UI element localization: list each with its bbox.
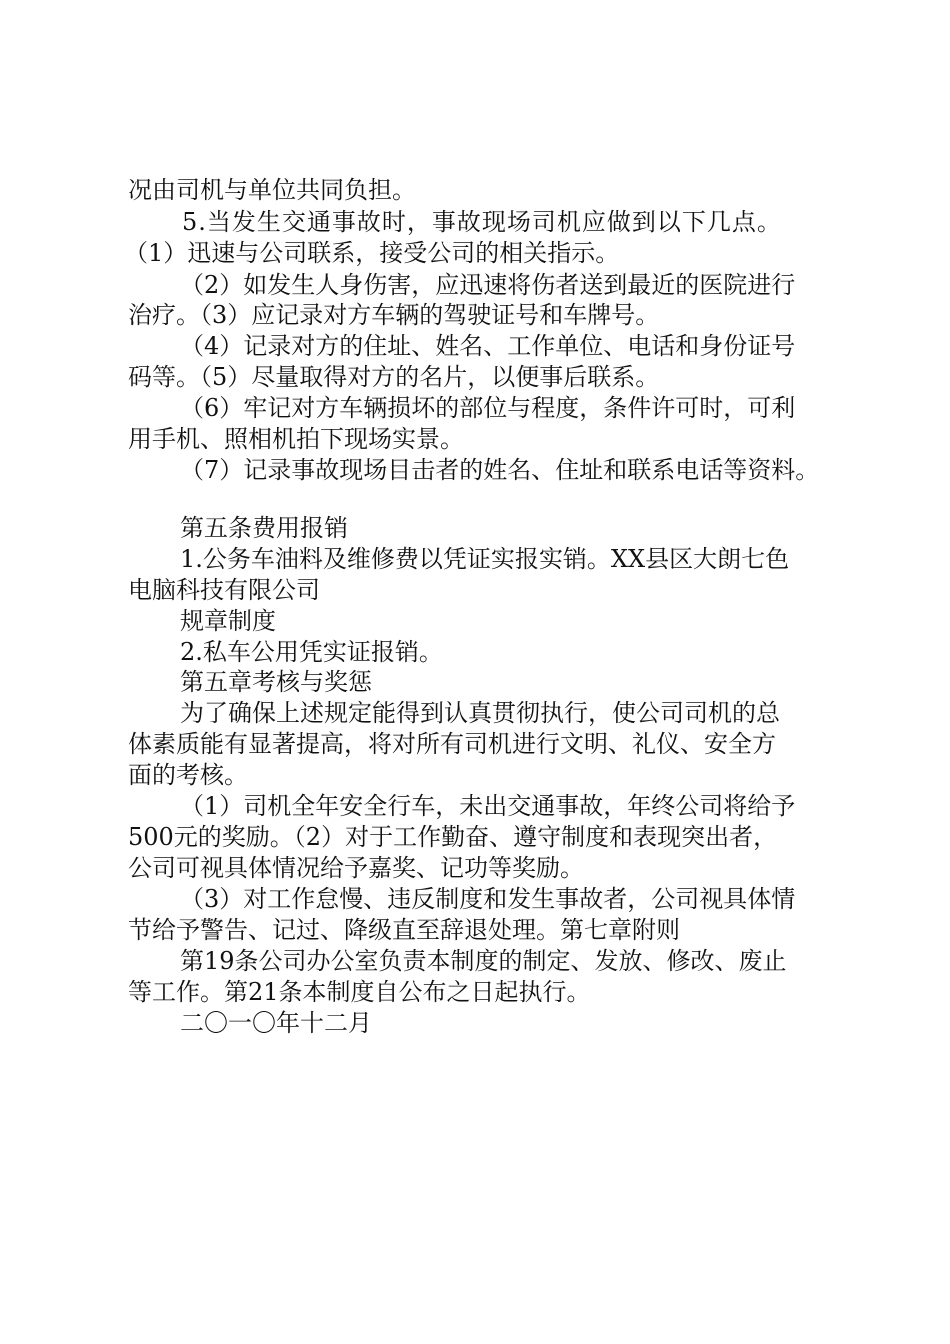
text-line: 面的考核。 — [128, 761, 248, 789]
text-line: （4）记录对方的住址、姓名、工作单位、电话和身份证号 — [180, 332, 796, 360]
text-line: （1）迅速与公司联系，接受公司的相关指示。 — [124, 239, 620, 267]
text-line: （3）对工作怠慢、违反制度和发生事故者，公司视具体情 — [180, 885, 796, 913]
text-line: （1）司机全年安全行车，未出交通事故，年终公司将给予 — [180, 792, 796, 820]
text-line: 体素质能有显著提高，将对所有司机进行文明、礼仪、安全方 — [128, 730, 776, 758]
text-line: （6）牢记对方车辆损坏的部位与程度，条件许可时，可利 — [180, 394, 796, 422]
text-line: 节给予警告、记过、降级直至辞退处理。第七章附则 — [128, 916, 680, 944]
text-line: （2）如发生人身伤害，应迅速将伤者送到最近的医院进行 — [180, 271, 796, 299]
text-line: 电脑科技有限公司 — [128, 576, 320, 604]
text-line: 况由司机与单位共同负担。 — [128, 176, 416, 204]
text-line: 等工作。第21条本制度自公布之日起执行。 — [128, 978, 591, 1006]
text-line: 治疗。（3）应记录对方车辆的驾驶证号和车牌号。 — [128, 301, 660, 329]
text-line: 规章制度 — [180, 607, 276, 635]
text-line: 500元的奖励。（2）对于工作勤奋、遵守制度和表现突出者， — [128, 823, 778, 851]
text-line: 2.私车公用凭实证报销。 — [180, 638, 443, 666]
text-line: 公司可视具体情况给予嘉奖、记功等奖励。 — [128, 854, 584, 882]
text-line: 1.公务车油料及维修费以凭证实报实销。XX县区大朗七色 — [180, 545, 790, 573]
date-line: 二〇一〇年十二月 — [180, 1009, 372, 1037]
text-line: 用手机、照相机拍下现场实景。 — [128, 425, 464, 453]
text-line: 为了确保上述规定能得到认真贯彻执行，使公司司机的总 — [180, 699, 780, 727]
text-line: 第19条公司办公室负责本制度的制定、发放、修改、废止 — [180, 947, 787, 975]
text-line: 码等。（5）尽量取得对方的名片，以便事后联系。 — [128, 363, 660, 391]
section-heading: 第五条费用报销 — [180, 514, 348, 542]
chapter-heading: 第五章考核与奖惩 — [180, 668, 372, 696]
text-line: （7）记录事故现场目击者的姓名、住址和联系电话等资料。 — [180, 456, 820, 484]
text-line: 5.当发生交通事故时，事故现场司机应做到以下几点。 — [182, 208, 782, 236]
